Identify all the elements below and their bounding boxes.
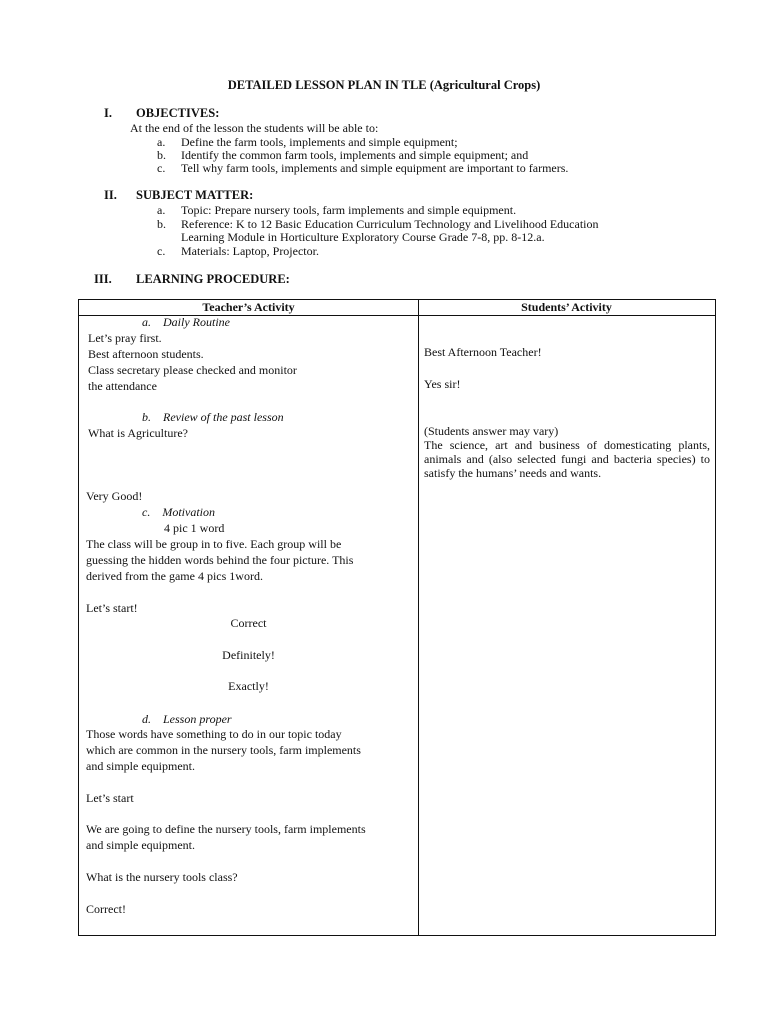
exactly-text: Exactly! bbox=[228, 679, 269, 693]
teacher-activity-header: Teacher’s Activity bbox=[202, 300, 295, 314]
procedure-table bbox=[78, 299, 716, 936]
students-activity-header: Students’ Activity bbox=[521, 300, 612, 314]
section-heading-objectives: OBJECTIVES: bbox=[136, 106, 220, 120]
subject-item: c. Materials: Laptop, Projector. bbox=[157, 244, 319, 258]
lesson-line: Those words have something to do in our topic today bbox=[86, 727, 342, 741]
section-number-subject: II. bbox=[104, 188, 117, 202]
section-number-procedure: III. bbox=[94, 272, 112, 286]
motivation-line: The class will be group in to five. Each group will be bbox=[86, 537, 342, 551]
section-heading-subject: SUBJECT MATTER: bbox=[136, 188, 254, 202]
game-name: 4 pic 1 word bbox=[164, 521, 225, 535]
correct-text-2: Correct! bbox=[86, 902, 126, 916]
objective-item: b. Identify the common farm tools, implements and simple equipment; and bbox=[157, 148, 529, 162]
define-line: and simple equipment. bbox=[86, 838, 195, 852]
objectives-intro: At the end of the lesson the students will be able to: bbox=[130, 121, 379, 135]
student-answer: The science, art and business of domesticating plants, animals and (also selected fungi and bacteria species) to satisfy the humans’ needs and wants. bbox=[424, 438, 710, 480]
lesson-line: and simple equipment. bbox=[86, 759, 195, 773]
section-number-objectives: I. bbox=[104, 106, 112, 120]
step-b-heading: b. Review of the past lesson bbox=[142, 410, 284, 424]
section-heading-procedure: LEARNING PROCEDURE: bbox=[136, 272, 290, 286]
correct-text: Correct bbox=[230, 616, 267, 630]
objective-item: a. Define the farm tools, implements and simple equipment; bbox=[157, 135, 458, 149]
student-greeting: Best Afternoon Teacher! bbox=[424, 345, 542, 359]
routine-line: Let’s pray first. bbox=[88, 331, 162, 345]
lets-start-text-2: Let’s start bbox=[86, 791, 134, 805]
define-line: We are going to define the nursery tools, farm implements bbox=[86, 822, 366, 836]
routine-line: Best afternoon students. bbox=[88, 347, 204, 361]
subject-item: b. Reference: K to 12 Basic Education Curriculum Technology and Livelihood Education bbox=[157, 217, 599, 231]
motivation-line: guessing the hidden words behind the four picture. This bbox=[86, 553, 354, 567]
step-c-heading: c. Motivation bbox=[142, 505, 215, 519]
student-answer-note: (Students answer may vary) bbox=[424, 424, 559, 438]
review-question: What is Agriculture? bbox=[88, 426, 188, 440]
nursery-question: What is the nursery tools class? bbox=[86, 870, 238, 884]
objective-item: c. Tell why farm tools, implements and simple equipment are important to farmers. bbox=[157, 161, 569, 175]
motivation-line: derived from the game 4 pics 1word. bbox=[86, 569, 263, 583]
definitely-text: Definitely! bbox=[222, 648, 275, 662]
document-title: DETAILED LESSON PLAN IN TLE (Agricultural Crops) bbox=[227, 78, 541, 92]
routine-line: Class secretary please checked and monitor bbox=[88, 363, 297, 377]
subject-item: a. Topic: Prepare nursery tools, farm implements and simple equipment. bbox=[157, 203, 517, 217]
student-yes-sir: Yes sir! bbox=[424, 377, 461, 391]
very-good-text: Very Good! bbox=[86, 489, 143, 503]
subject-item-continuation: Learning Module in Horticulture Exploratory Course Grade 7-8, pp. 8-12.a. bbox=[181, 230, 545, 244]
lesson-line: which are common in the nursery tools, farm implements bbox=[86, 743, 361, 757]
column-divider bbox=[418, 300, 419, 935]
lets-start-text: Let’s start! bbox=[86, 601, 138, 615]
step-a-heading: a. Daily Routine bbox=[142, 315, 230, 329]
routine-line: the attendance bbox=[88, 379, 157, 393]
step-d-heading: d. Lesson proper bbox=[142, 712, 232, 726]
